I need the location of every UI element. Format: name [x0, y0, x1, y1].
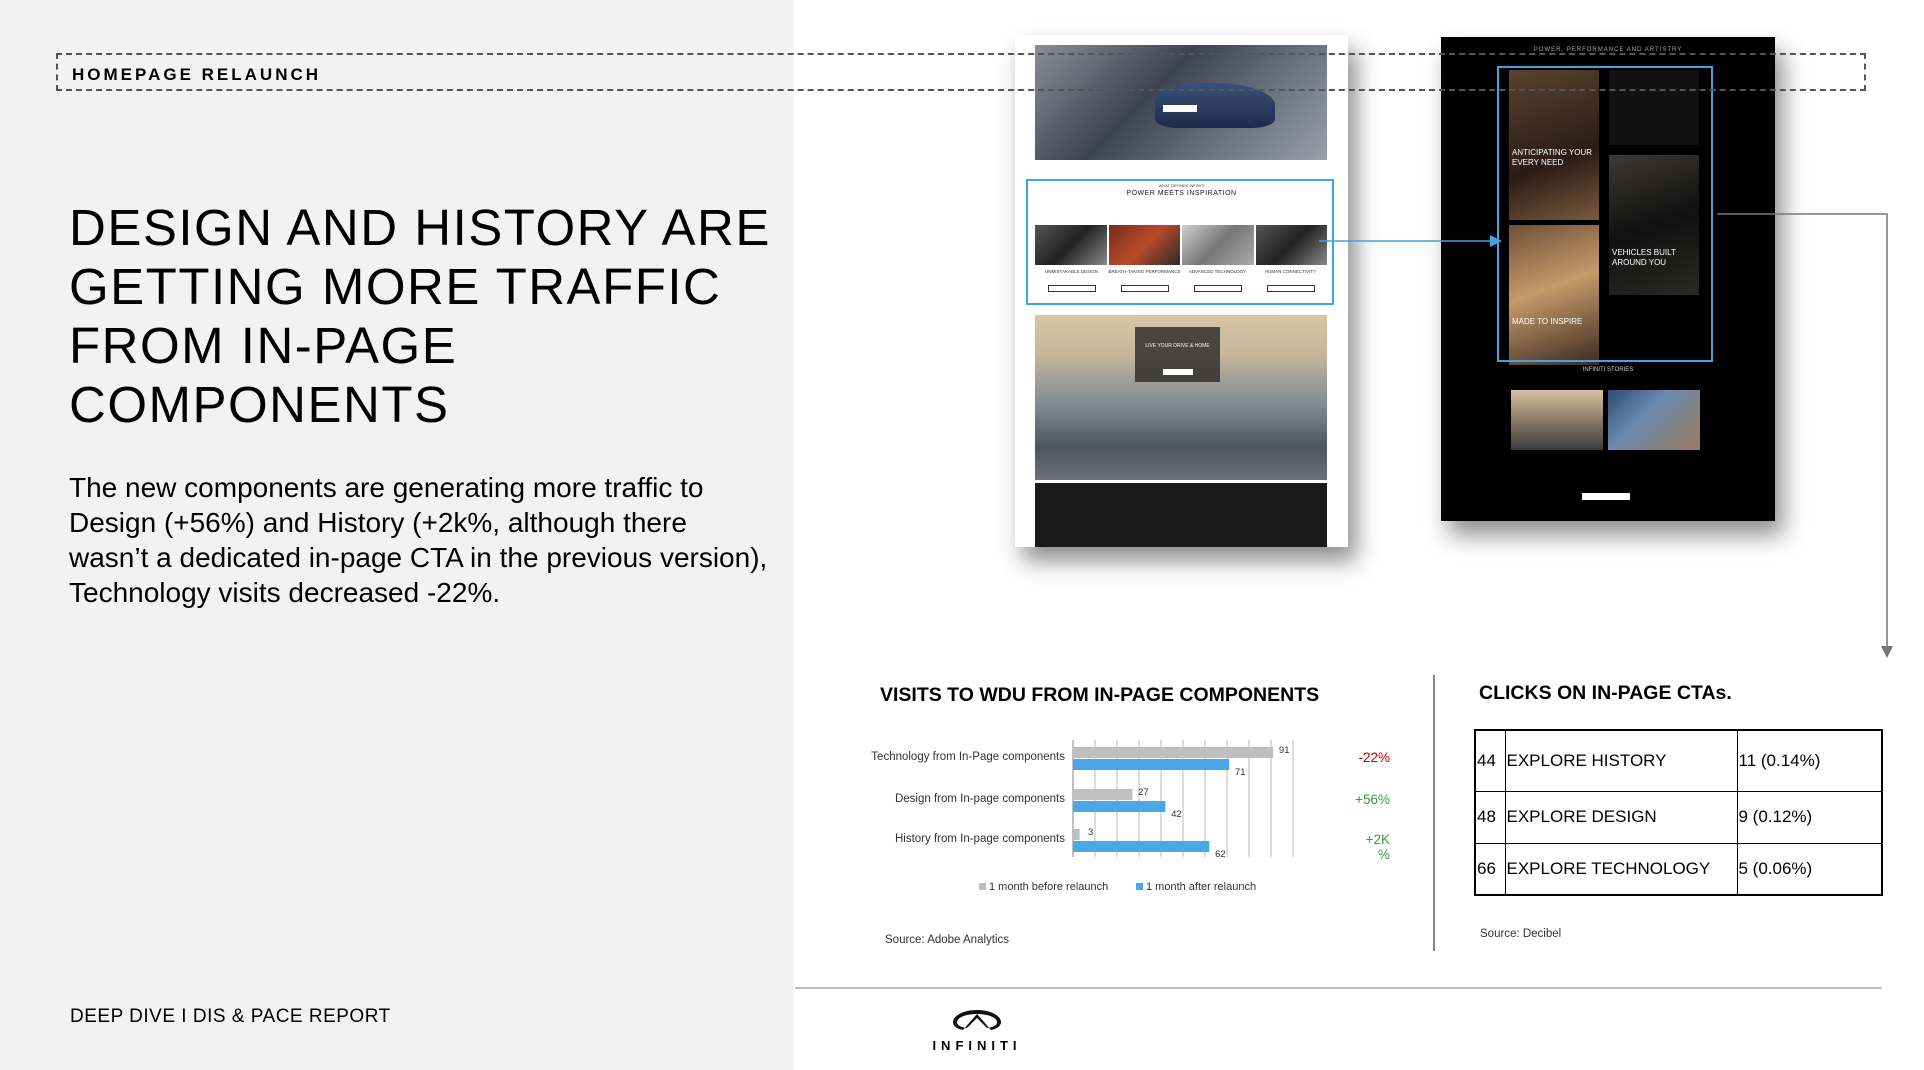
data-label: 71: [1234, 767, 1246, 778]
stories-title: INFINITI STORIES: [1582, 367, 1634, 373]
connector-grey: [1717, 214, 1887, 648]
chart-marks: [871, 745, 1390, 893]
arrowhead-grey: [1881, 646, 1893, 658]
table-row: [1475, 791, 1882, 843]
clicks-table: [1474, 729, 1883, 896]
bar: [1073, 759, 1229, 770]
data-label: 3: [1087, 827, 1094, 838]
category-label: History from In-page components: [894, 833, 1065, 845]
clicks-title: CLICKS ON IN-PAGE CTAs.: [1479, 682, 1732, 704]
bar: [1073, 841, 1209, 852]
change-label: +2K: [1365, 832, 1390, 847]
data-label: 91: [1278, 745, 1290, 756]
rank-cell: 44: [1475, 730, 1505, 791]
table-row: [1475, 730, 1882, 791]
visits-chart-title: VISITS TO WDU FROM IN-PAGE COMPONENTS: [880, 684, 1320, 706]
section-tag-label: HOMEPAGE RELAUNCH: [72, 65, 322, 84]
dark-top-title: POWER, PERFORMANCE AND ARTISTRY: [1533, 47, 1683, 53]
legend-swatch: [979, 883, 986, 890]
change-label: -22%: [1358, 750, 1390, 765]
bar: [1073, 789, 1132, 800]
bar: [1073, 801, 1165, 812]
brand-wordmark: INFINITI: [932, 1038, 1022, 1053]
vertical-divider: [1433, 675, 1435, 951]
clicks-value-cell: 9 (0.12%): [1737, 791, 1882, 843]
visits-chart: [860, 730, 1420, 900]
section-kicker: WHAT DEFINES INFINITI: [1158, 183, 1205, 188]
legend-label: 1 month after relaunch: [1146, 881, 1257, 893]
thumb-label: ADVANCED TECHNOLOGY: [1188, 269, 1247, 274]
brand-logo: [922, 1008, 1032, 1053]
body-text: The new components are generating more traffic to Design (+56%) and History (+2k%, although there wasn’t a dedicated in-page CTA in the previous version), Technology visits decreased -22%.: [69, 472, 768, 608]
data-label: 62: [1215, 849, 1226, 860]
infiniti-logo-icon: [951, 1008, 1003, 1032]
hero2-caption: LIVE YOUR DRIVE & HOME: [1145, 343, 1210, 349]
tile-caption: VEHICLES BUILT AROUND YOU: [1612, 248, 1676, 267]
clicks-value-cell: 5 (0.06%): [1737, 843, 1882, 895]
visits-source: Source: Adobe Analytics: [885, 934, 1010, 946]
tile-caption: MADE TO INSPIRE: [1512, 317, 1583, 326]
rank-cell: 66: [1475, 843, 1505, 895]
footer-label: DEEP DIVE I DIS & PACE REPORT: [70, 1006, 391, 1027]
section-headline: POWER MEETS INSPIRATION: [1126, 190, 1237, 197]
bar: [1073, 829, 1080, 840]
horizontal-divider: [795, 987, 1882, 989]
data-label: 42: [1171, 809, 1182, 820]
bar: [1073, 747, 1273, 758]
category-label: Design from In-page components: [894, 793, 1065, 805]
cta-label-cell: EXPLORE DESIGN: [1505, 791, 1737, 843]
thumb-label: UNMISTAKABLE DESIGN: [1045, 269, 1098, 274]
clicks-value-cell: 11 (0.14%): [1737, 730, 1882, 791]
legend-swatch: [1136, 883, 1143, 890]
clicks-source: Source: Decibel: [1480, 928, 1562, 940]
cta-label-cell: EXPLORE TECHNOLOGY: [1505, 843, 1737, 895]
thumb-label: BREATH-TAKING PERFORMANCE: [1108, 269, 1181, 274]
change-label: +56%: [1355, 792, 1390, 807]
headline: DESIGN AND HISTORY ARE GETTING MORE TRAFFIC FROM IN-PAGE COMPONENTS: [69, 199, 771, 433]
thumb-label: HUMAN CONNECTIVITY: [1264, 269, 1317, 274]
tile-caption: ANTICIPATING YOUR EVERY NEED: [1512, 148, 1593, 167]
change-label: %: [1377, 847, 1390, 862]
rank-cell: 48: [1475, 791, 1505, 843]
category-label: Technology from In-Page components: [871, 751, 1065, 763]
arrowhead-blue: [1490, 235, 1502, 247]
data-label: 27: [1138, 787, 1149, 798]
legend-label: 1 month before relaunch: [989, 881, 1109, 893]
cta-label-cell: EXPLORE HISTORY: [1505, 730, 1737, 791]
table-row: [1475, 843, 1882, 895]
